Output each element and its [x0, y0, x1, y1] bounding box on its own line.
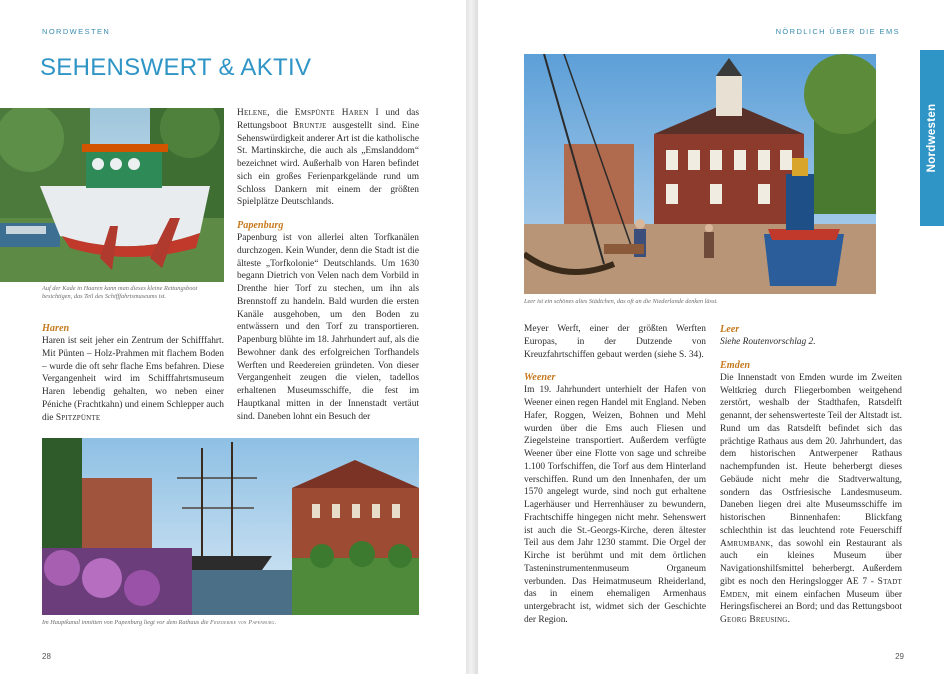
meyer-werft-text: Meyer Werft, einer der größten Werften Europas, in der Dutzende von Kreuzfahrtschiffen gebaut werden (siehe S. 34). [524, 324, 706, 360]
weener-text: Im 19. Jahrhundert unterhielt der Hafen von Weener einen regen Handel mit England. Neben Hafer, Roggen, Weizen, Bohnen und Mehl wurden über die Ems auch Fliesen und Ziegelsteine transportiert. Außerdem verfügte Weener über eine Flotte von sage und schreibe 1.100 Torfschiffen, die Torf aus dem Hinterland verschiffen. Rund um den Innenhafen, der um 1570 angelegt wurde, sind noch gut erhaltene Lagerhäuser und Herrenhäuser zu bewundern, Frachtschiffe hingegen nicht mehr. Sehenswert ist auch die St.-Georgs-Kirche, deren ältester Teil aus dem Jahr 1230 stammt. Die Orgel der Kirche ist berühmt und mit dem örtlichen Tasteninstrumentenmuseum Organeum verbunden. Das Heimatmuseum Rheiderland, das in einem ehemaligen Armenhaus untergebracht ist, widmet sich der Geschichte der Region. [524, 385, 706, 625]
papenburg-caption: Im Hauptkanal inmitten von Papenburg liegt vor dem Rathaus die Friederike von Papenburg. [42, 619, 277, 626]
left-column-two [237, 107, 419, 423]
leer-text: Siehe Routenvorschlag 2. [720, 337, 816, 347]
region-side-tab-label: Nordwesten [926, 103, 938, 173]
haren-section [42, 322, 224, 424]
emden-heading: Emden [720, 359, 751, 371]
haren-heading: Haren [42, 323, 70, 334]
page-number-left: 28 [42, 652, 51, 661]
page-number-right: 29 [895, 652, 904, 661]
papenburg-heading: Papenburg [237, 220, 284, 231]
leer-heading: Leer [720, 324, 740, 335]
papenburg-canal-photo [42, 438, 419, 615]
right-column-two [720, 323, 902, 627]
page-title: SEHENSWERT & AKTIV [40, 54, 312, 81]
haren-text: Haren ist seit jeher ein Zentrum der Schifffahrt. Mit Pünten – Holz-Prahmen mit flachem Boden – wurde die oft sehr flache Ems befahren. Diese Vergangenheit wird im Schifffahrtsmuseum Haren lebendig gehalten, wo neben einer Péniche (Frachtkahn) und einem Schlepper auch die Spitzpünte [42, 336, 224, 423]
right-page [478, 0, 944, 674]
papenburg-text: Papenburg ist von allerlei alten Torfkanälen durchzogen. Kein Wunder, denn die Stadt ist die älteste „Torfkolonie“ Deutschlands. Um 1630 begann Dietrich von Velen nach dem Vorbild in Drenthe hier Torf zu stechen, um ihn als Brennstoff zu handeln. Bald wurden die ersten Kanäle ausgehoben, um den Boden zu entwässern und den Torf zu transportieren. Papenburg blühte im 18. Jahrhundert auf, als die Bewohner dank des erfolgreichen Torfhandels Werften und Reedereien gründeten. Von dieser Vergangenheit zeugen die vielen, tadellos erhaltenen Museumsschiffe, die fest im Hauptkanal mitten in der Innenstadt vertäut sind. Daneben lohnt ein Besuch der [237, 233, 419, 422]
running-head-left: NORDWESTEN [42, 27, 111, 36]
weener-heading: Weener [524, 372, 556, 384]
rescue-boat-illustration [0, 108, 224, 282]
rescue-boat-caption: Auf der Kade in Haaren kann man dieses kleine Rettungsboot besichtigen, das Teil des Schifffahrtsmuseums ist. [42, 285, 198, 301]
region-side-tab [920, 50, 944, 226]
leer-townhall-photo [524, 54, 876, 294]
haren-continued-text: Helene, die Emspünte Haren I und das Rettungsboot Bruntje ausgestellt sind. Eine Sehenswürdigkeit anderer Art ist die katholische St. Martinskirche, die auch als „Emslanddom“ bezeichnet wird. Außerhalb von Haren befindet sich ein großes Ferienparkgelände rund um Schloss Dankern mit einem der größten Spielplätze Deutschlands. [237, 108, 419, 208]
leer-caption: Leer ist ein schönes altes Städtchen, das oft an die Niederlande denken lässt. [524, 298, 718, 305]
papenburg-canal-illustration [42, 438, 419, 615]
book-gutter [466, 0, 478, 674]
running-head-right: NÖRDLICH ÜBER DIE EMS [775, 27, 900, 36]
left-page [0, 0, 466, 674]
right-column-one [524, 323, 706, 627]
leer-townhall-illustration [524, 54, 876, 294]
rescue-boat-photo [0, 108, 224, 282]
emden-text: Die Innenstadt von Emden wurde im Zweiten Weltkrieg durch Fliegerbomben weitgehend zerstört, weshalb der Stadthafen, Ratsdelft genannt, der sehenswerteste Teil der Altstadt ist. Rund um das Ratsdelft befindet sich das prächtige Rathaus aus dem 20. Jahrhundert, das dem historischen Antwerpener Rathaus nachempfunden ist. Heute beherbergt dieses Gebäude nicht mehr die Stadtverwaltung, sondern das Ostfriesische Landesmuseum. Daneben liegen drei alte Museumsschiffe im historischen Binnenhafen: Blickfang schlechthin ist das leuchtend rote Feuerschiff Amrumbank, das sowohl ein Restaurant als auch ein kleines Museum über Navigationshilfsmittel beherbergt. Außerdem gibt es noch den Heringslogger AE 7 - Stadt Emden, mit einem einfachen Museum über Heringsfischerei an Bord; und das Rettungsboot Georg Breusing. [720, 372, 902, 625]
